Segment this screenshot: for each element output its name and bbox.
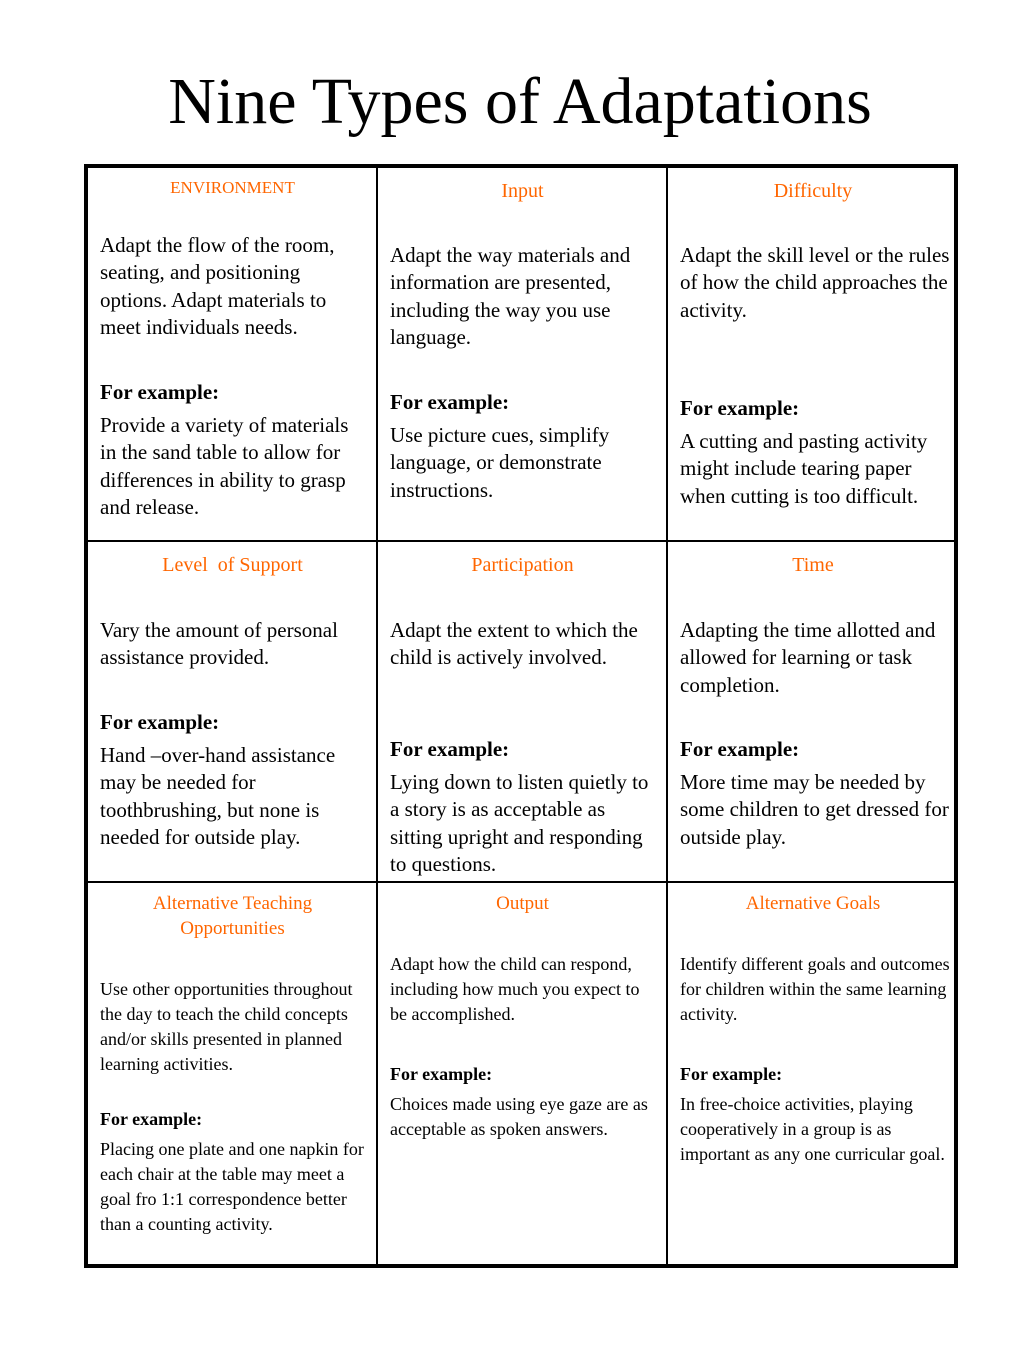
cell-example: In free-choice activities, playing cooperatively in a group is as important as any one curricular goal.: [680, 1094, 945, 1164]
cell-title: Difficulty: [773, 180, 853, 202]
cell-description: Adapt the extent to which the child is actively involved.: [390, 618, 638, 670]
cell-example: Lying down to listen quietly to a story is as acceptable as sitting upright and responding to questions.: [390, 770, 649, 876]
cell-example: A cutting and pasting activity might include tearing paper when cutting is too difficult.: [680, 429, 928, 508]
cell-title: ENVIRONMENT: [170, 178, 295, 197]
cell-title: Time: [792, 554, 834, 576]
adaptations-table: [84, 164, 958, 1268]
cell-title: Alternative Goals: [745, 893, 881, 914]
for-example-label: For example:: [680, 737, 800, 761]
cell-difficulty: [668, 168, 958, 540]
for-example-label: For example:: [100, 710, 220, 734]
cell-description: Adapt how the child can respond, including how much you expect to be accomplished.: [390, 954, 640, 1024]
cell-example: Use picture cues, simplify language, or demonstrate instructions.: [390, 423, 610, 502]
cell-description: Use other opportunities throughout the day to teach the child concepts and/or skills presented in planned learning activities.: [100, 979, 353, 1074]
cell-example: Hand –over-hand assistance may be needed for toothbrushing, but none is needed for outside play.: [100, 743, 336, 849]
cell-description: Adapt the way materials and information are presented, including the way you use language.: [390, 243, 631, 349]
for-example-label: For example:: [390, 1064, 493, 1084]
for-example-label: For example:: [100, 1109, 203, 1129]
cell-example: Choices made using eye gaze are as acceptable as spoken answers.: [390, 1094, 648, 1139]
cell-output: [378, 883, 667, 1268]
cell-example: Placing one plate and one napkin for each chair at the table may meet a goal fro 1:1 correspondence better than a counting activity.: [100, 1139, 364, 1234]
cell-description: Adapt the skill level or the rules of how the child approaches the activity.: [680, 243, 950, 322]
cell-description: Identify different goals and outcomes for children within the same learning activity.: [680, 954, 950, 1024]
for-example-label: For example:: [390, 390, 510, 414]
cell-alternative-goals: [668, 883, 958, 1268]
cell-input: [378, 168, 667, 540]
cell-title: Output: [496, 893, 549, 914]
cell-description: Adapting the time allotted and allowed for learning or task completion.: [680, 618, 936, 697]
for-example-label: For example:: [680, 396, 800, 420]
cell-example: Provide a variety of materials in the sand table to allow for differences in ability to grasp and release.: [100, 413, 349, 519]
cell-title: Alternative Teaching Opportunities: [152, 893, 313, 939]
cell-participation: [378, 542, 667, 881]
cell-title: Participation: [471, 554, 574, 576]
for-example-label: For example:: [100, 380, 220, 404]
cell-level-of-support: [88, 542, 377, 881]
cell-alternative-teaching-opportunities: [88, 883, 377, 1268]
cell-environment: [88, 168, 377, 540]
cell-title: Input: [501, 180, 544, 202]
cell-example: More time may be needed by some children to get dressed for outside play.: [680, 770, 949, 849]
cell-description: Vary the amount of personal assistance provided.: [100, 618, 338, 670]
for-example-label: For example:: [390, 737, 510, 761]
for-example-label: For example:: [680, 1064, 783, 1084]
page-title: Nine Types of Adaptations: [168, 65, 872, 138]
cell-title: Level of Support: [162, 554, 303, 576]
cell-description: Adapt the flow of the room, seating, and positioning options. Adapt materials to meet individuals needs.: [100, 233, 335, 339]
cell-time: [668, 542, 958, 881]
